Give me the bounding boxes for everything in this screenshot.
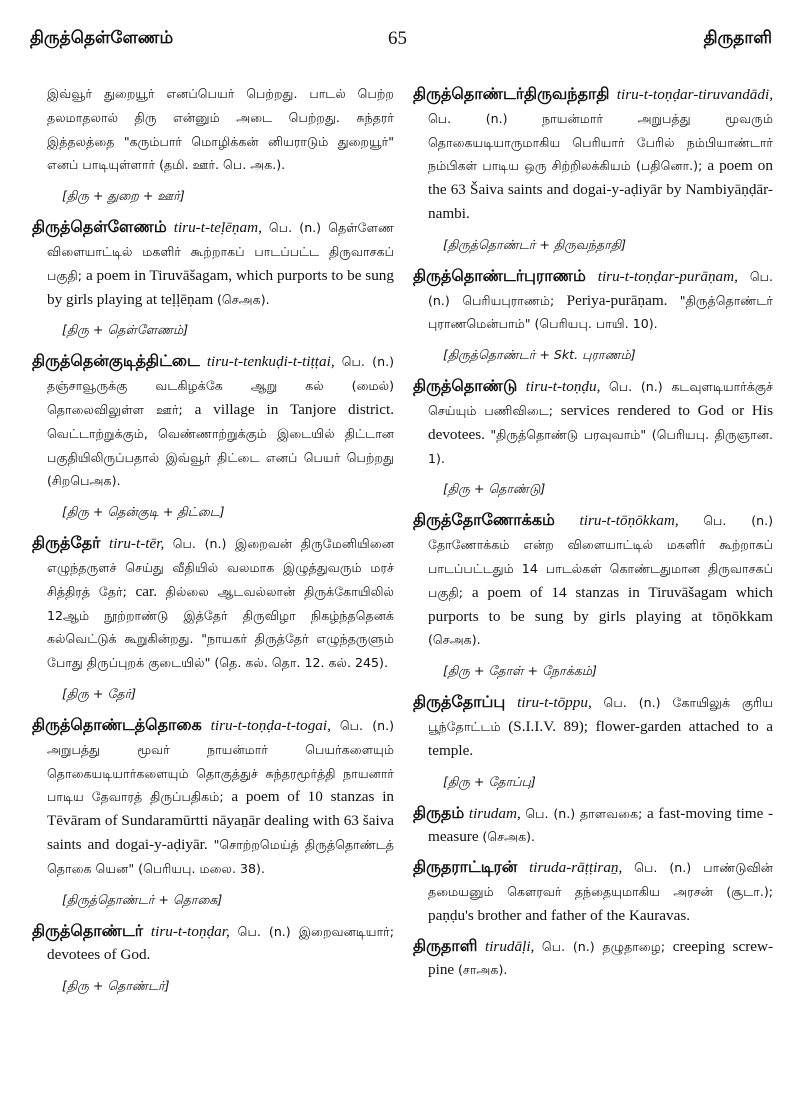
entry-body	[32, 531, 394, 675]
tamil-definition: பெ. (n.) கோயிலுக் குரிய பூந்தோட்டம்	[428, 695, 774, 734]
entry-headword: திருத்தொண்டர்திருவந்தாதி	[413, 84, 610, 103]
etymology: [திரு + தோப்பு]	[443, 773, 536, 789]
dictionary-entry	[32, 349, 394, 523]
english-definition: a poem of 10 stanzas in Tēvāram of Sundaramūrtti nāyaṉār dealing with 63 šaiva saints and dogai-y-aḍiyār.	[47, 788, 395, 853]
tamil-definition: "திருத்தொண்டர் புராணமென்பாம்" (பெரியபு. பாயி. 10).	[428, 292, 773, 332]
tamil-definition: பெ. (n.) இறைவனடியார்;	[237, 923, 395, 939]
tamil-definition: (செஅக).	[428, 632, 481, 648]
etymology: [திருத்தொண்டர் + திருவந்தாதி]	[443, 236, 627, 252]
english-definition: devotees of God.	[47, 946, 151, 964]
dictionary-entry	[413, 82, 773, 256]
transliteration: tiru-t-tenkuḍi-t-tiṭṭai,	[206, 353, 335, 371]
entry-body	[32, 713, 394, 881]
etymology: [திருத்தொண்டர் + தொகை]	[62, 891, 223, 907]
entry-headword: திருத்தொண்டத்தொகை	[32, 714, 202, 734]
right-column	[413, 82, 773, 988]
etymology: [திரு + தேர்]	[62, 685, 137, 701]
etymology: [திரு + தொண்டர்]	[62, 978, 170, 994]
etymology: [திரு + தோள் + நோக்கம்]	[443, 663, 597, 679]
dictionary-entry	[32, 215, 394, 341]
dictionary-entry	[413, 374, 773, 500]
tamil-definition: (செஅக).	[216, 291, 270, 307]
entry-headword: திருத்தேர்	[32, 533, 101, 553]
entry-body	[32, 919, 394, 968]
english-definition: car.	[135, 582, 158, 600]
tamil-definition: இவ்வூர் துறையூர் எனப்பெயர் பெற்றது. பாடல் பெற்ற தலமாதலால் திரு என்னும் அடை பெற்றது. சுந்தரர் இத்தலத்தை "கரும்பார் மொழிக்கன் னியராடும் துறையூர்" எனப் பாடியுள்ளார் (தமி. ஊர். பெ. அக.).	[47, 86, 394, 173]
english-definition: creeping screw-pine	[428, 937, 774, 979]
english-definition: a poem on the 63 Šaiva saints and dogai-y-aḍiyār by Nambiyāṇḍār-nambi.	[428, 157, 773, 222]
tamil-definition: பெ. (n.) தழுதாழை;	[541, 938, 666, 954]
english-definition: a fast-moving time - measure	[428, 804, 774, 846]
english-definition: Periya-purāṇam.	[566, 291, 668, 309]
entry-headword: திருத்தொண்டு	[413, 376, 518, 396]
entry-headword: திருத்தொண்டர்புராணம்	[413, 265, 586, 285]
etymology: [திரு + தொண்டு]	[443, 481, 546, 497]
left-column	[32, 82, 394, 1005]
transliteration: tirudāḷi,	[484, 937, 535, 955]
dictionary-entry	[32, 919, 394, 998]
tamil-definition: பெ. (n.) தோணோக்கம் என்ற விளையாட்டில் மகளிர் கூற்றாகப் பாடப்பட்டதும் 14 பாடல்கள் கொண்டதுமான திருவாசகப் பகுதி;	[428, 513, 774, 600]
tamil-definition: பெ. (n.) தாளவகை;	[525, 805, 643, 821]
english-definition: services rendered to God or His devotees.	[428, 401, 773, 443]
entry-headword: திருத்தோணோக்கம்	[413, 510, 555, 530]
tamil-definition: பெ. (n.) நாயன்மார் அறுபத்து மூவரும் தொகையடியாருமாகிய பெரியார் பேரில் நம்பியாண்டார் நம்பிகள் பாடிய ஒரு சிற்றிலக்கியம் (பதினொ.);	[428, 110, 773, 174]
english-definition: a village in Tanjore district.	[194, 400, 395, 418]
entry-body	[413, 508, 773, 652]
entry-headword: திருத்தென்குடித்திட்டை	[32, 351, 200, 371]
entry-headword: திருதம்	[413, 802, 465, 822]
entry-headword: திருத்தெள்ளேணம்	[32, 217, 167, 237]
tamil-definition: வெட்டாற்றுக்கும், வெண்ணாற்றுக்கும் இடையில் திட்டான பகுதியிலிருப்பதால் இவ்வூர் திட்டை எனப் பெயர் பெற்றது (சிறபெஅக).	[47, 425, 394, 489]
dictionary-entry	[413, 855, 773, 927]
tamil-definition: (சாஅக).	[457, 962, 508, 978]
entry-headword: திருத்தோப்பு	[413, 692, 506, 712]
english-definition: (S.I.I.V. 89);	[508, 717, 589, 735]
entry-body	[413, 855, 773, 927]
etymology: [திரு + துறை + ஊர்]	[62, 188, 185, 204]
entry-body	[413, 690, 773, 762]
tamil-definition: பெ. (n.) பெரியபுராணம்;	[428, 268, 773, 308]
entry-body	[413, 801, 773, 850]
transliteration: tiru-t-toṇḍar,	[150, 922, 230, 940]
page-number: 65	[388, 28, 407, 49]
dictionary-entry	[32, 82, 394, 207]
english-definition: flower-garden attached to a temple.	[428, 717, 774, 759]
entry-body	[413, 264, 773, 336]
tamil-definition: பெ. (n.) தஞ்சாவூருக்கு வடகிழக்கே ஆறு கல் (மைல்) தொலைவிலுள்ள ஊர்;	[47, 354, 394, 417]
etymology: [திரு + தெள்ளேணம்]	[62, 322, 189, 338]
tamil-definition: "திருத்தொண்டு பரவுவாம்" (பெரியபு. திருஞான. 1).	[428, 426, 773, 466]
entry-body	[32, 349, 394, 493]
transliteration: tiru-t-tōṇōkkam,	[579, 512, 679, 530]
etymology: [திரு + தென்குடி + திட்டை]	[62, 504, 225, 520]
dictionary-entry	[32, 531, 394, 705]
english-definition: paṇḍu's brother and father of the Kauravas.	[428, 906, 691, 924]
transliteration: tiruda-rāṭṭiraṉ,	[529, 859, 623, 877]
entry-body	[32, 82, 394, 177]
transliteration: tiru-t-tōppu,	[517, 694, 592, 712]
dictionary-entry	[413, 690, 773, 792]
dictionary-entry	[413, 264, 773, 366]
entry-body	[413, 934, 773, 983]
transliteration: tiru-t-toṇḍar-tiruvandādi,	[616, 86, 773, 103]
tamil-definition: பெ. (n.) பாண்டுவின் தமையனும் கௌரவர் தந்தையுமாகிய அரசன் (சூடா.);	[428, 860, 774, 899]
english-definition: a poem in Tiruvāšagam, which purports to be sung by girls playing at teḷḷēṇam	[47, 266, 394, 308]
entry-body	[413, 374, 773, 470]
tamil-definition: தில்லை ஆடவல்லான் திருக்கோயிலில் 12ஆம் நூற்றாண்டு இத்தேர் திருவிழா நிகழ்ந்ததெனக் கல்வெட்டுக் கூறுகின்றது. "நாயகர் திருத்தேர் எழுந்தருளும் போது திருப்புறக் குடையில்" (தெ. கல். தொ. 12. கல். 245).	[47, 583, 394, 671]
tamil-definition: (செஅக).	[482, 829, 536, 845]
etymology: [திருத்தொண்டர் + Skt. புராணம்]	[443, 347, 636, 363]
entry-headword: திருதாளி	[413, 935, 478, 955]
running-head-left: திருத்தெள்ளேணம்	[30, 28, 174, 48]
dictionary-entry	[413, 934, 773, 983]
transliteration: tiru-t-toṇḍa-t-togai,	[210, 716, 331, 734]
dictionary-entry	[32, 713, 394, 911]
tamil-definition: பெ. (n.) கடவுளடியார்க்குச் செய்யும் பணிவிடை;	[428, 379, 773, 418]
tamil-definition: பெ. (n.) அறுபத்து மூவர் நாயன்மார் பெயர்களையும் தொகையடியார்களையும் தொகுத்துச் சுந்தரமூர்த்தி நாயனார் பாடிய தேவாரத் திருப்பதிகம்;	[47, 717, 395, 805]
transliteration: tiru-t-toṇḍu,	[525, 378, 601, 396]
transliteration: tiru-t-toṇḍar-purāṇam,	[597, 267, 738, 285]
tamil-definition: "சொற்றமெய்த் திருத்தொண்டத் தொகை யென" (பெரியபு. மலை. 38).	[47, 836, 395, 876]
dictionary-entry	[413, 508, 773, 682]
entry-body	[32, 215, 394, 311]
transliteration: tiru-t-tēr,	[108, 535, 165, 553]
transliteration: tirudam,	[468, 804, 521, 822]
tamil-definition: பெ. (n.) இறைவன் திருமேனியினை எழுந்தருளச் செய்து வீதியில் வலமாக இழுத்துவரும் மரச் சித்திரத் தேர்;	[47, 536, 394, 599]
english-definition: a poem of 14 stanzas in Tiruvāšagam which purports to be sung by girls playing at tōṇōkkam	[428, 583, 773, 625]
entry-headword: திருத்தொண்டர்	[32, 920, 144, 940]
tamil-definition: பெ. (n.) தெள்ளேண விளையாட்டில் மகளிர் கூற்றாகப் பாடப்பட்ட திருவாசகப் பகுதி;	[47, 220, 395, 283]
entry-body	[413, 82, 773, 226]
entry-headword: திருதராட்டிரன்	[413, 857, 518, 877]
running-head-right: திருதாளி	[703, 28, 772, 48]
dictionary-entry	[413, 801, 773, 850]
transliteration: tiru-t-teḷēṇam,	[173, 219, 262, 237]
